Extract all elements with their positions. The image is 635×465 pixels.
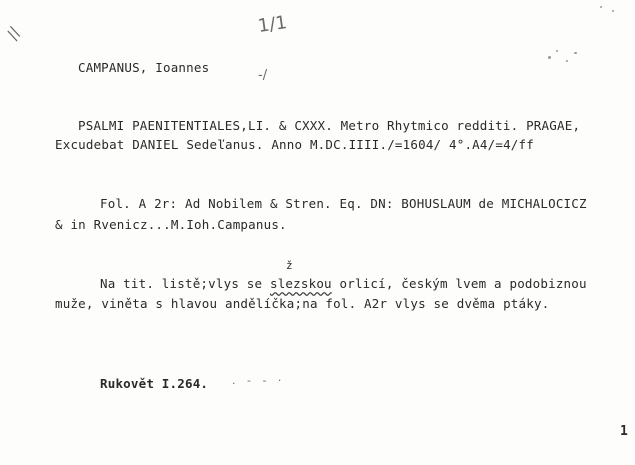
folio-name: MICHALOCICZ [501,196,587,211]
title-line-2: Excudebat DANIEL Sedeľanus. Anno M.DC.IIII./=1604/ 4°.A4/=4/ff [55,137,534,152]
scratch-mark-mid: -/ [258,68,268,83]
corner-number: 1 [620,424,629,439]
author-heading: CAMPANUS, Ioannes [78,60,210,75]
shelfmark-trailing-marks: . - - · [232,374,286,387]
note-underlined-word: slezskou [269,276,332,291]
top-handwritten-mark: 1/1 [256,12,289,37]
note-line-1 [100,276,587,292]
note-line-2: muže, viněta s hlavou andělíčka;na fol. A2r vlys se dvěma ptáky. [55,296,550,311]
folio-line-1 [100,196,587,212]
shelfmark: Rukovět I.264. [100,376,209,391]
scratch-mark-left: // [2,24,25,43]
folio-line-1-prefix: Fol. A 2r: Ad Nobilem & Stren. Eq. DN: BOHUSLAUM de [100,196,502,211]
correction-mark: ž [286,259,293,272]
folio-line-2: & in Rvenicz...M.Ioh.Campanus. [55,217,287,232]
note-line-1-prefix: Na tit. listě;vlys se [100,276,270,291]
title-line-1: PSALMI PAENITENTIALES,LI. & CXXX. Metro Rhytmico redditi. PRAGAE, [78,118,581,133]
note-line-1-suffix: orlicí, českým lvem a podobiznou [331,276,587,291]
